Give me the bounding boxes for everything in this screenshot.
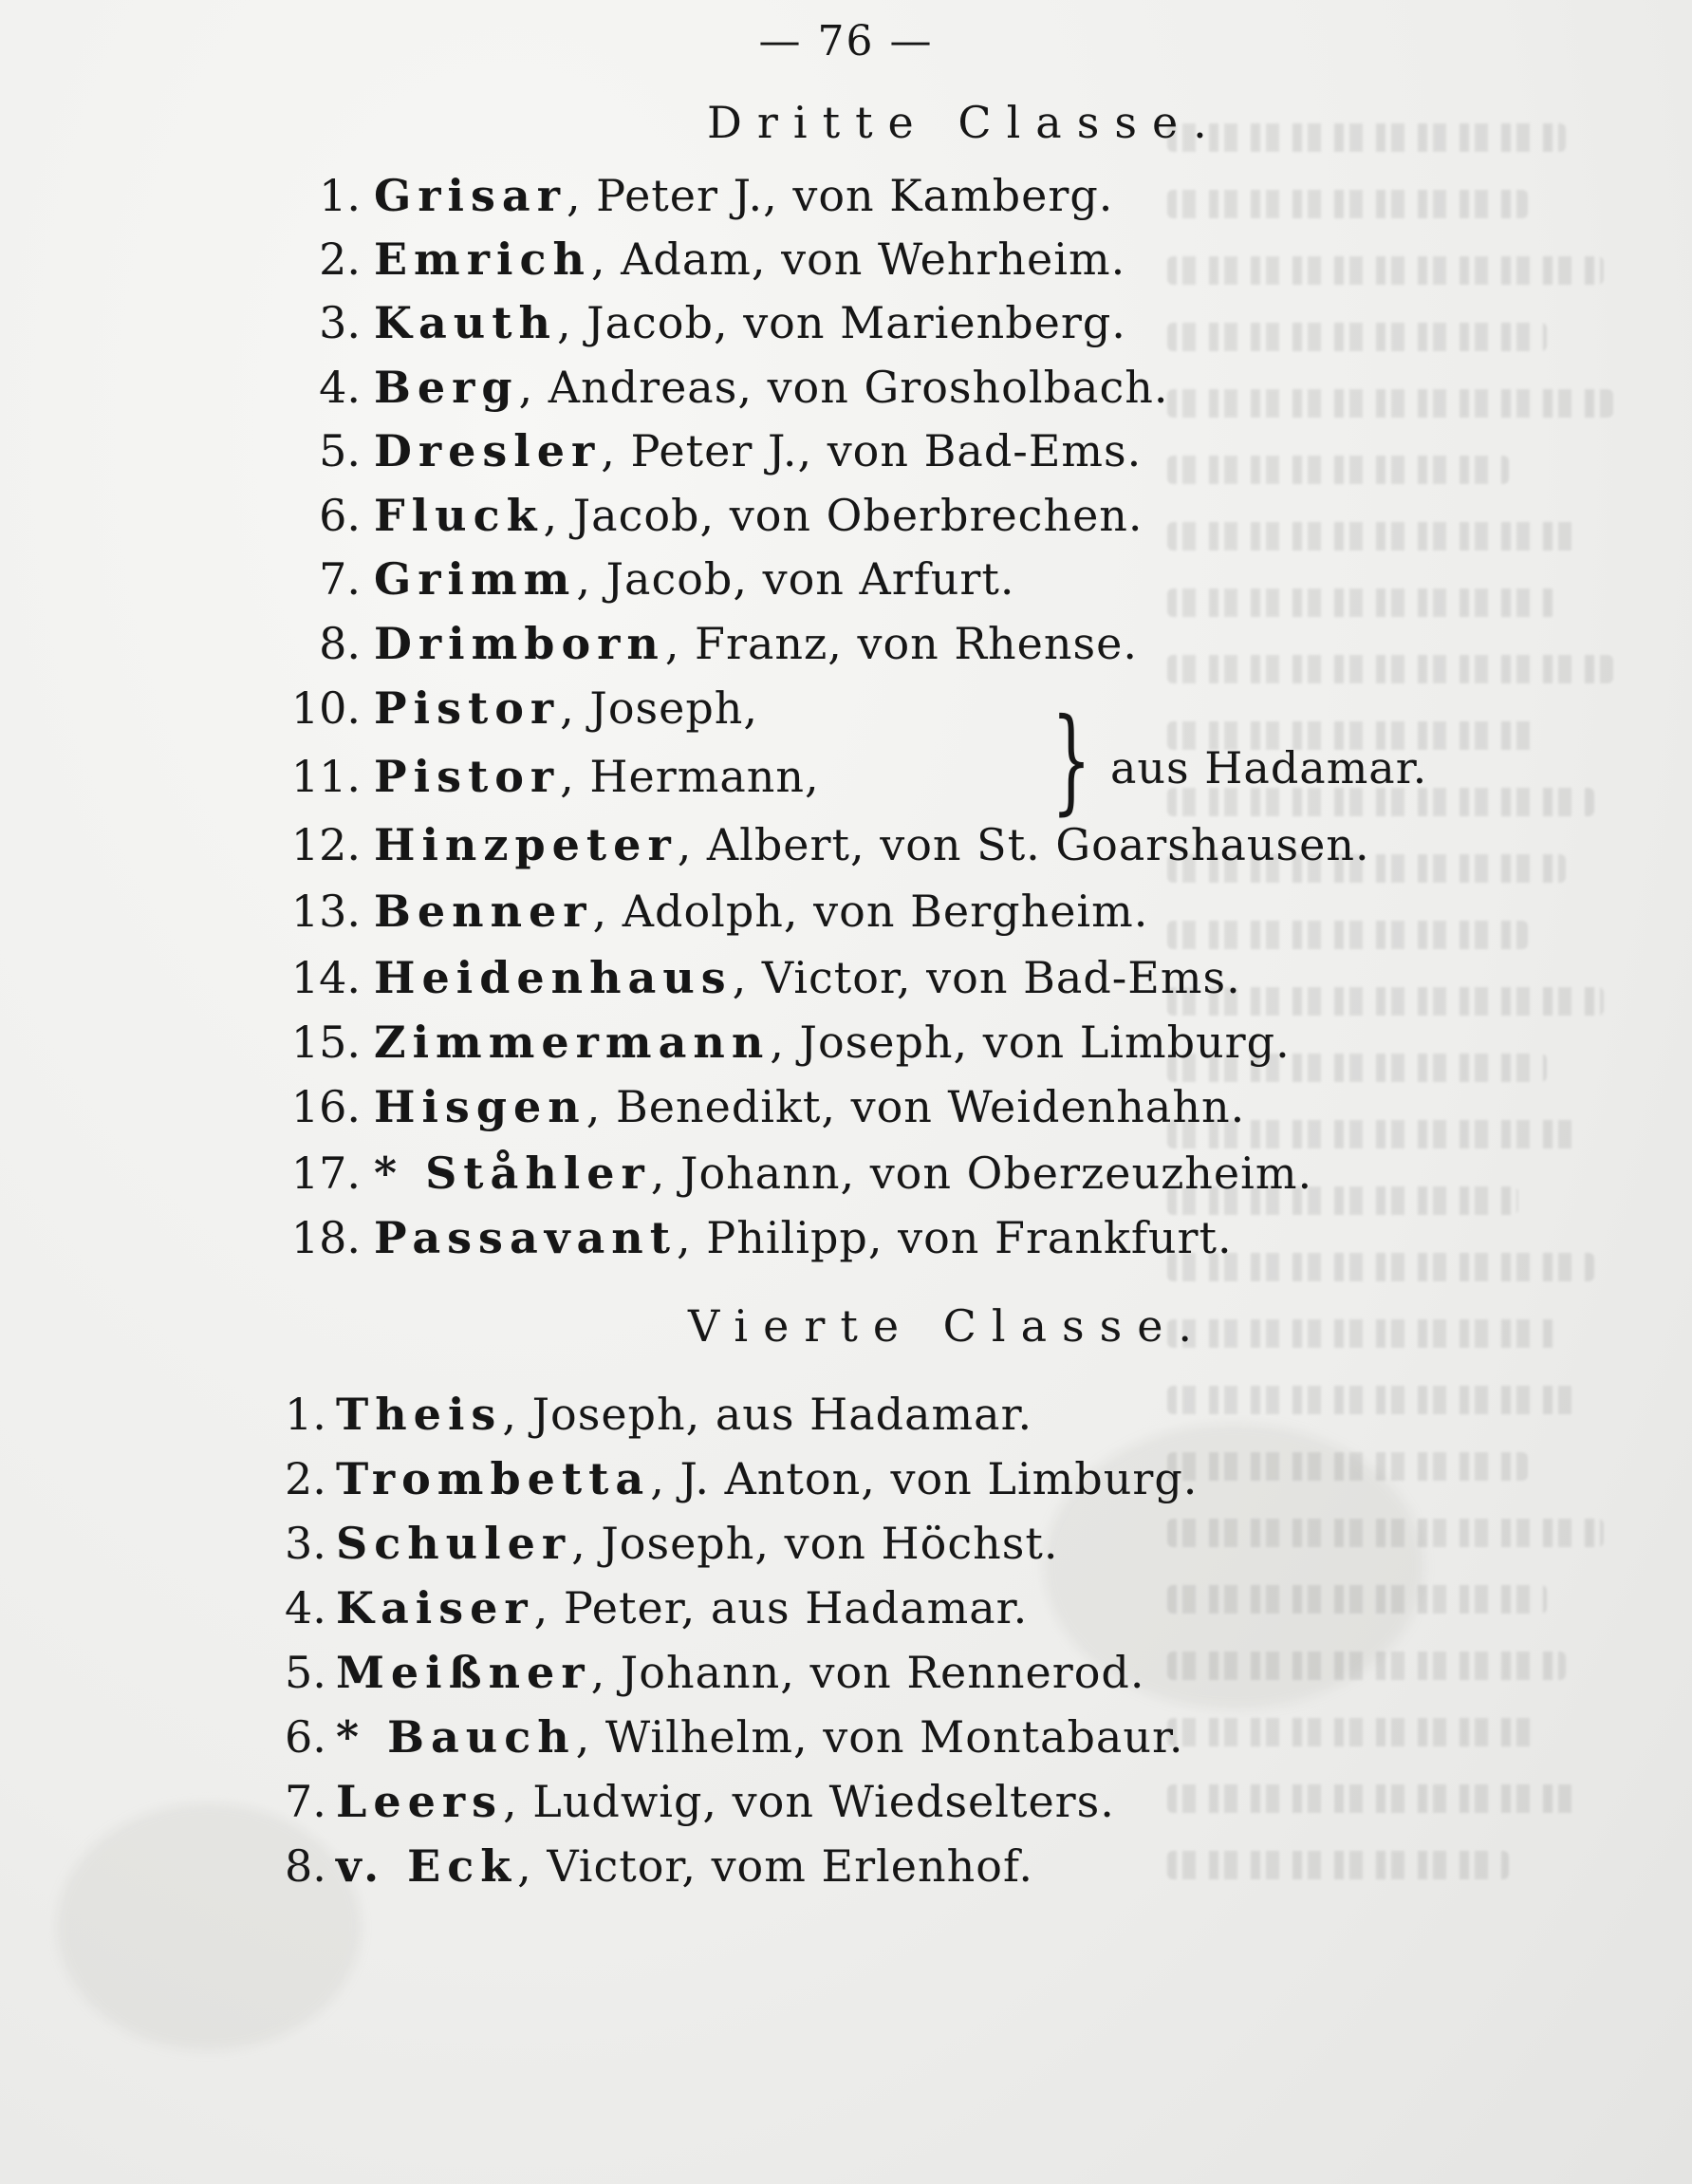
list-item: 8. Drimborn, Franz, von Rhense.: [319, 618, 1138, 669]
list-item: 3. Kauth, Jacob, von Marienberg.: [319, 297, 1126, 348]
list-item: 6. Fluck, Jacob, von Oberbrechen.: [319, 490, 1143, 541]
list-item: 2. Emrich, Adam, von Wehrheim.: [319, 233, 1126, 285]
list-item: 8. v. Eck, Victor, vom Erlenhof.: [285, 1840, 1033, 1892]
brace-label: aus Hadamar.: [1110, 742, 1428, 793]
list-item: 18. Passavant, Philipp, von Frankfurt.: [290, 1212, 1233, 1263]
list-item: 15. Zimmermann, Joseph, von Limburg.: [290, 1017, 1291, 1068]
section-heading-dritte-classe: Dritte Classe.: [707, 97, 1222, 148]
list-item: 5. Dresler, Peter J., von Bad-Ems.: [319, 425, 1143, 476]
list-item: 16. Hisgen, Benedikt, von Weidenhahn.: [290, 1081, 1246, 1132]
list-item: 7. Grimm, Jacob, von Arfurt.: [319, 553, 1015, 605]
list-item: 3. Schuler, Joseph, von Höchst.: [285, 1518, 1059, 1569]
list-item: 4. Kaiser, Peter, aus Hadamar.: [285, 1582, 1029, 1633]
list-item: 13. Benner, Adolph, von Bergheim.: [290, 886, 1149, 937]
list-item: 5. Meißner, Johann, von Rennerod.: [285, 1647, 1145, 1698]
list-item: 10. Pistor, Joseph,: [290, 682, 759, 734]
list-item: 12. Hinzpeter, Albert, von St. Goarshausen.: [290, 819, 1370, 870]
list-item: 2. Trombetta, J. Anton, von Limburg.: [285, 1453, 1199, 1504]
list-item: 6. * Bauch, Wilhelm, von Montabaur.: [285, 1711, 1184, 1763]
list-item: 4. Berg, Andreas, von Grosholbach.: [319, 362, 1169, 413]
section-heading-vierte-classe: Vierte Classe.: [688, 1300, 1208, 1352]
list-item: 14. Heidenhaus, Victor, von Bad-Ems.: [290, 952, 1241, 1003]
curly-brace: }: [1051, 695, 1091, 827]
page-number: — 76 —: [758, 17, 934, 65]
list-item: 11. Pistor, Hermann,: [290, 751, 820, 802]
list-item: 17. * Ståhler, Johann, von Oberzeuzheim.: [290, 1148, 1313, 1199]
list-item: 1. Grisar, Peter J., von Kamberg.: [319, 170, 1114, 221]
list-item: 7. Leers, Ludwig, von Wiedselters.: [285, 1776, 1115, 1827]
list-item: 1. Theis, Joseph, aus Hadamar.: [285, 1389, 1033, 1440]
